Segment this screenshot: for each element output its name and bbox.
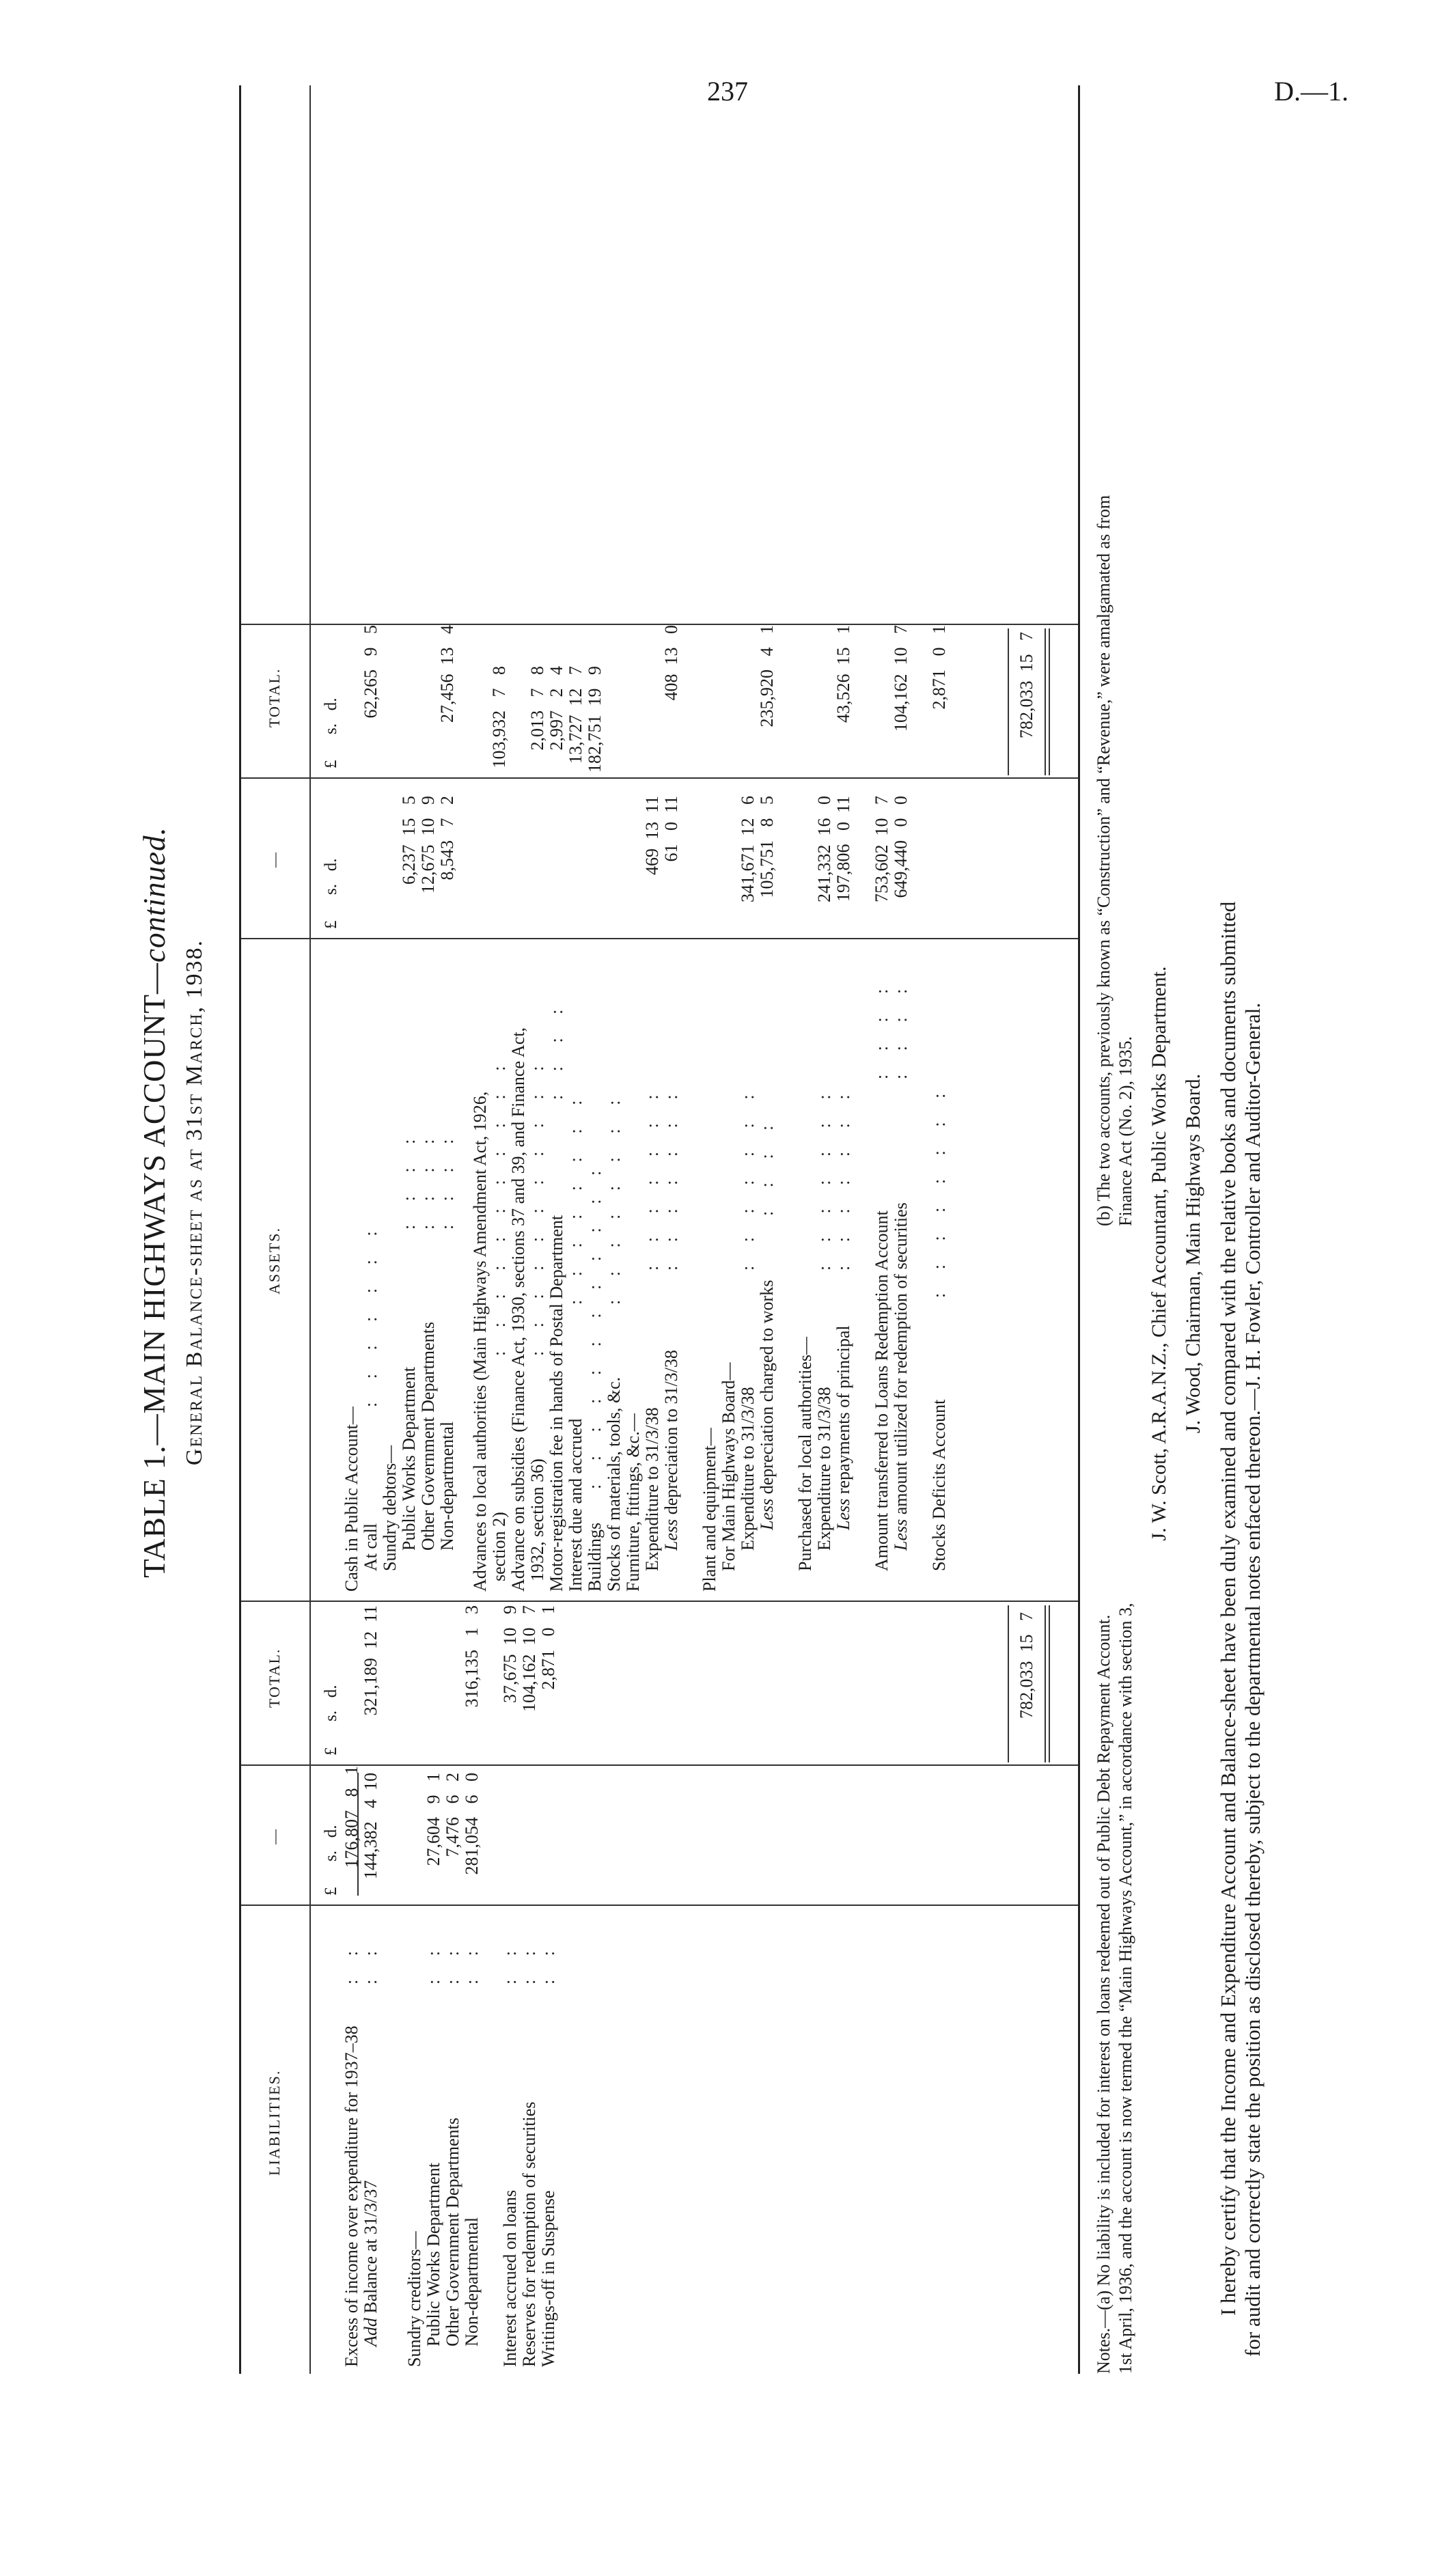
assets-unit-header: £ s. d. bbox=[322, 858, 340, 929]
liability-total: 104,162 10 7 bbox=[519, 1605, 539, 1712]
liability-amount: 27,604 9 1 bbox=[424, 1773, 443, 1866]
page-number: 237 bbox=[707, 76, 748, 107]
liabilities-total-unit-header: £ s. d. bbox=[322, 1685, 340, 1756]
asset-advances-row: Advances to local authorities (Main Highways Amendment Act, 1926, bbox=[470, 1091, 490, 1592]
assets-heading: ASSETS. bbox=[266, 1227, 283, 1294]
liabilities-heading: LIABILITIES. bbox=[266, 2069, 283, 2176]
liability-total: 316,135 1 3 bbox=[462, 1605, 482, 1708]
assets-total-unit-header: £ s. d. bbox=[322, 697, 340, 768]
column-divider bbox=[241, 1601, 1078, 1602]
liabilities-total-heading: TOTAL. bbox=[266, 1648, 283, 1708]
assets-grand-total: 782,033 15 7 bbox=[1017, 632, 1036, 738]
asset-total: 103,932 7 8 bbox=[489, 666, 509, 768]
asset-total: 2,013 7 8 bbox=[527, 666, 547, 751]
balance-sheet-table: LIABILITIES. — TOTAL. ASSETS. — TOTAL. £ s. d. £ s. d. £ s. d. £ s. d. Excess of income over expenditure for 1937–38 : : 176,807 8 1 Add Balance at 31/3/37 : : 144,382 4 10 321,189 12 11 Sundry creditors— Public Works Department : : 27,604 9 1 Other Government Departments : : 7,476 6 2 Non-departmental : : 281,054 6 0 316,135 1 3 Interest accrued on loans : : 37,675 10 9 Reserves for redemption of securities : : 104,162 10 7 Writings-off in Suspense : : 2,871 0 1 782,033 15 7 Cash in Public Account— At call : : : : : : : 62,265 9 5 Sundry debtors— Public Works Department : : : : 6,237 15 5 Other Government Departments : : : : 12,675 10 9 Non-departmental : : : : 8,543 7 2 27,456 13 4 Advances to local authorities (Main Highways Amendment Act, 1926, section 2) : : : : : : : : : : : 103,932 7 8 Advance on subsidies (Finance Act, 1930, sections 37 and 39, and Finance Act, 1932, section 36) : : : : : : : : : : : 2,013 7 8 Motor-registration fee in hands of Postal Department : : : : 2,997 2 4 Interest due and accrued : : : : : : : : 13,727 12 7 Buildings : : : : : : : : : : : : 182,751 19 9 Stocks of materials, tools, &c. : : : : : : : : Furniture, fittings, &c.— Expenditure to 31/3/38 : : : : : : : 469 13 11 Less depreciation to 31/3/38 : : : : : : : 61 0 11 408 13 0 Plant and equipment— For Main Highways Board— Expenditure to 31/3/38 : : : : : : : 341,671 12 6 Less depreciation charged to works : : : : 105,751 8 5 235,920 4 1 Purchased for local authorities— Expenditure to 31/3/38 : : : : : : : 241,332 16 0 Less repayments of principal : : : : : : : 197,806 0 11 43,526 15 1 Amount transferred to Loans Redemption Account : : : : 753,602 10 7 Less amount utilized for redemption of securities : : : : 649,440 0 0 104,162 10 7 Stocks Deficits Account : : : : : : : : 2,871 0 1 782,033 15 7 bbox=[239, 85, 1080, 2374]
liabilities-dash-heading: — bbox=[266, 1828, 283, 1844]
liability-amount: 7,476 6 2 bbox=[443, 1773, 462, 1857]
asset-furniture-row: Furniture, fittings, &c.— bbox=[623, 1413, 643, 1592]
assets-total-heading: TOTAL. bbox=[266, 667, 283, 728]
table-subtitle: General Balance-sheet as at 31st March, 1938. bbox=[182, 939, 207, 1466]
asset-amount: 469 13 11 bbox=[642, 796, 662, 876]
liability-total: 2,871 0 1 bbox=[538, 1605, 558, 1690]
asset-amount: 341,671 12 6 bbox=[738, 796, 758, 902]
note-b: (b) The two accounts, previously known as “Construction” and “Revenue,” were amalgamated as from Finance Act (No. 2), 1935. bbox=[1094, 495, 1135, 1226]
assets-dash-heading: — bbox=[266, 851, 283, 868]
signature-scott: J. W. Scott, A.R.A.N.Z., Chief Accountant, Public Works Department. bbox=[1148, 966, 1170, 1541]
asset-total: 27,456 13 4 bbox=[437, 625, 457, 723]
asset-amount: 6,237 15 5 bbox=[399, 796, 419, 885]
liability-amount: 144,382 4 10 bbox=[361, 1773, 381, 1879]
liability-sundry-creditors-row: Sundry creditors— bbox=[404, 2231, 424, 2367]
document-reference: D.—1. bbox=[1274, 76, 1349, 107]
liabilities-unit-header: £ s. d. bbox=[322, 1825, 340, 1896]
asset-debtors-row: Sundry debtors— bbox=[380, 1445, 400, 1571]
asset-amount: 197,806 0 11 bbox=[833, 796, 853, 902]
liability-amount: 176,807 8 1 bbox=[342, 1766, 361, 1868]
table-title-continued: continued. bbox=[137, 827, 171, 962]
column-divider bbox=[241, 1764, 1078, 1766]
asset-amount: 105,751 8 5 bbox=[757, 796, 777, 898]
asset-amount: 241,332 16 0 bbox=[814, 796, 834, 902]
asset-total: 104,162 10 7 bbox=[891, 625, 911, 732]
asset-total: 62,265 9 5 bbox=[361, 625, 381, 719]
asset-subsidies-row: Advance on subsidies (Finance Act, 1930, sections 37 and 39, and Finance Act, bbox=[508, 1027, 528, 1592]
column-divider bbox=[241, 938, 1078, 939]
asset-cash-row: Cash in Public Account— bbox=[342, 1407, 361, 1592]
asset-amount: 12,675 10 9 bbox=[418, 796, 438, 894]
asset-plant-board-row: For Main Highways Board— bbox=[719, 1362, 738, 1571]
title-block bbox=[137, 7, 208, 2398]
liability-total: 37,675 10 9 bbox=[500, 1605, 520, 1703]
rotated-table-page bbox=[116, 7, 1325, 2398]
asset-total: 235,920 4 1 bbox=[757, 625, 777, 728]
asset-total: 2,871 0 1 bbox=[929, 625, 949, 710]
signature-wood: J. Wood, Chairman, Main Highways Board. bbox=[1182, 1073, 1204, 1434]
asset-total: 408 13 0 bbox=[661, 625, 681, 701]
asset-total: 13,727 12 7 bbox=[566, 666, 585, 764]
asset-amount: 753,602 10 7 bbox=[872, 796, 892, 902]
table-title: TABLE 1.—MAIN HIGHWAYS ACCOUNT—continued. bbox=[137, 827, 171, 1578]
liability-total: 321,189 12 11 bbox=[361, 1605, 381, 1716]
auditor-certification: I hereby certify that the Income and Expenditure Account and Balance-sheet have been duly examined and compared with the relative books and documents submitted for audit and correctly state the position as disclosed thereby, subject to the departmental notes enfaced thereon.—J. H. Fowler, Controller and Auditor-General. bbox=[1216, 901, 1265, 2357]
column-divider bbox=[241, 777, 1078, 779]
asset-amount: 61 0 11 bbox=[661, 796, 681, 862]
asset-total: 182,751 19 9 bbox=[585, 666, 605, 773]
asset-amount: 8,543 7 2 bbox=[437, 796, 457, 881]
asset-amount: 649,440 0 0 bbox=[891, 796, 911, 898]
column-divider bbox=[241, 1905, 1078, 1906]
asset-total: 2,997 2 4 bbox=[547, 666, 566, 751]
asset-total: 43,526 15 1 bbox=[833, 625, 853, 723]
note-a: Notes.—(a) No liability is included for interest on loans redeemed out of Public Debt Repayment Account. 1st April, 1936, and the account is now termed the “Main Highways Account,” in accordance with section 3, bbox=[1094, 1603, 1135, 2374]
asset-purchased-row: Purchased for local authorities— bbox=[795, 1337, 815, 1571]
asset-plant-row: Plant and equipment— bbox=[700, 1428, 719, 1592]
liabilities-grand-total: 782,033 15 7 bbox=[1017, 1612, 1036, 1719]
liability-amount: 281,054 6 0 bbox=[462, 1773, 482, 1875]
